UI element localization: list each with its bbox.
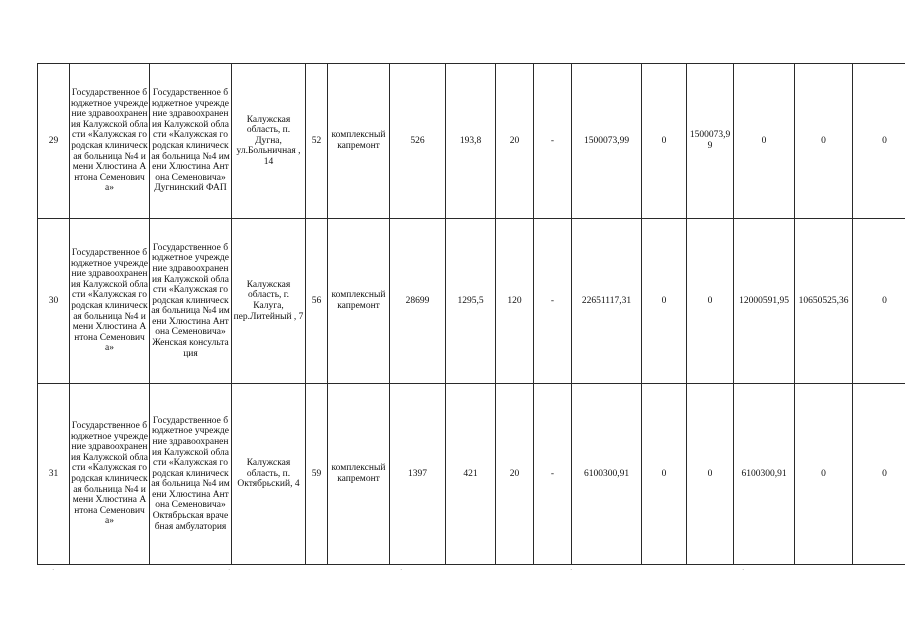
organization-cell: Государственное бюджетное учреждение здравоохранения Калужской области «Калужская городская клиническая больница №4 имени Хлюстина Антона Семеновича» <box>70 64 150 219</box>
value-cell-12: 0 <box>642 219 687 384</box>
row-number: 31 <box>38 384 70 565</box>
value-cell-16: 0 <box>853 219 905 384</box>
building-cell: Государственное бюджетное учреждение здравоохранения Калужской области «Калужская городская клиническая больница №4 имени Хлюстина Антона Семеновича» Женская консультация <box>150 219 232 384</box>
table-row <box>38 384 905 565</box>
capital-repair-table <box>37 63 905 565</box>
address-cell: Калужская область, п. Дугна, ул.Больничная , 14 <box>232 64 306 219</box>
work-type-cell: комплексный капремонт <box>328 384 390 565</box>
object-code-cell: 56 <box>306 219 328 384</box>
value-cell-9: 120 <box>496 219 534 384</box>
total-cost-cell: 1500073,99 <box>572 64 642 219</box>
value-cell-13: 0 <box>687 384 734 565</box>
work-type-cell: комплексный капремонт <box>328 64 390 219</box>
value-cell-14: 0 <box>734 64 795 219</box>
row-number: 30 <box>38 219 70 384</box>
total-cost-cell: 6100300,91 <box>572 384 642 565</box>
value-cell-15: 10650525,36 <box>795 219 853 384</box>
value-cell-8: 1295,5 <box>446 219 496 384</box>
work-type-cell: комплексный капремонт <box>328 219 390 384</box>
scan-speck: · <box>400 566 403 574</box>
value-cell-9: 20 <box>496 384 534 565</box>
building-cell: Государственное бюджетное учреждение здравоохранения Калужской области «Калужская городская клиническая больница №4 имени Хлюстина Антона Семеновича» Дугнинский ФАП <box>150 64 232 219</box>
value-cell-8: 421 <box>446 384 496 565</box>
organization-cell: Государственное бюджетное учреждение здравоохранения Калужской области «Калужская городская клиническая больница №4 имени Хлюстина Антона Семеновича» <box>70 384 150 565</box>
value-cell-15: 0 <box>795 64 853 219</box>
value-cell-8: 193,8 <box>446 64 496 219</box>
value-cell-15: 0 <box>795 384 853 565</box>
value-cell-7: 526 <box>390 64 446 219</box>
scan-speck: · <box>570 566 573 574</box>
value-cell-16: 0 <box>853 384 905 565</box>
total-cost-cell: 22651117,31 <box>572 219 642 384</box>
value-cell-13: 0 <box>687 219 734 384</box>
scan-speck: · <box>228 566 231 574</box>
value-cell-16: 0 <box>853 64 905 219</box>
value-cell-10: - <box>534 219 572 384</box>
object-code-cell: 52 <box>306 64 328 219</box>
value-cell-7: 1397 <box>390 384 446 565</box>
value-cell-12: 0 <box>642 384 687 565</box>
address-cell: Калужская область, п. Октябрьский, 4 <box>232 384 306 565</box>
table-row <box>38 219 905 384</box>
value-cell-14: 12000591,95 <box>734 219 795 384</box>
value-cell-9: 20 <box>496 64 534 219</box>
scan-speck: · <box>742 566 745 574</box>
value-cell-7: 28699 <box>390 219 446 384</box>
value-cell-13: 1500073,99 <box>687 64 734 219</box>
scan-artifacts <box>0 566 905 578</box>
building-cell: Государственное бюджетное учреждение здравоохранения Калужской области «Калужская городская клиническая больница №4 имени Хлюстина Антона Семеновича» Октябрьская врачебная амбулатория <box>150 384 232 565</box>
object-code-cell: 59 <box>306 384 328 565</box>
value-cell-10: - <box>534 384 572 565</box>
value-cell-14: 6100300,91 <box>734 384 795 565</box>
value-cell-12: 0 <box>642 64 687 219</box>
address-cell: Калужская область, г. Калуга, пер.Литейный , 7 <box>232 219 306 384</box>
row-number: 29 <box>38 64 70 219</box>
value-cell-10: - <box>534 64 572 219</box>
scan-speck: · <box>52 566 55 574</box>
table-row <box>38 64 905 219</box>
organization-cell: Государственное бюджетное учреждение здравоохранения Калужской области «Калужская городская клиническая больница №4 имени Хлюстина Антона Семеновича» <box>70 219 150 384</box>
